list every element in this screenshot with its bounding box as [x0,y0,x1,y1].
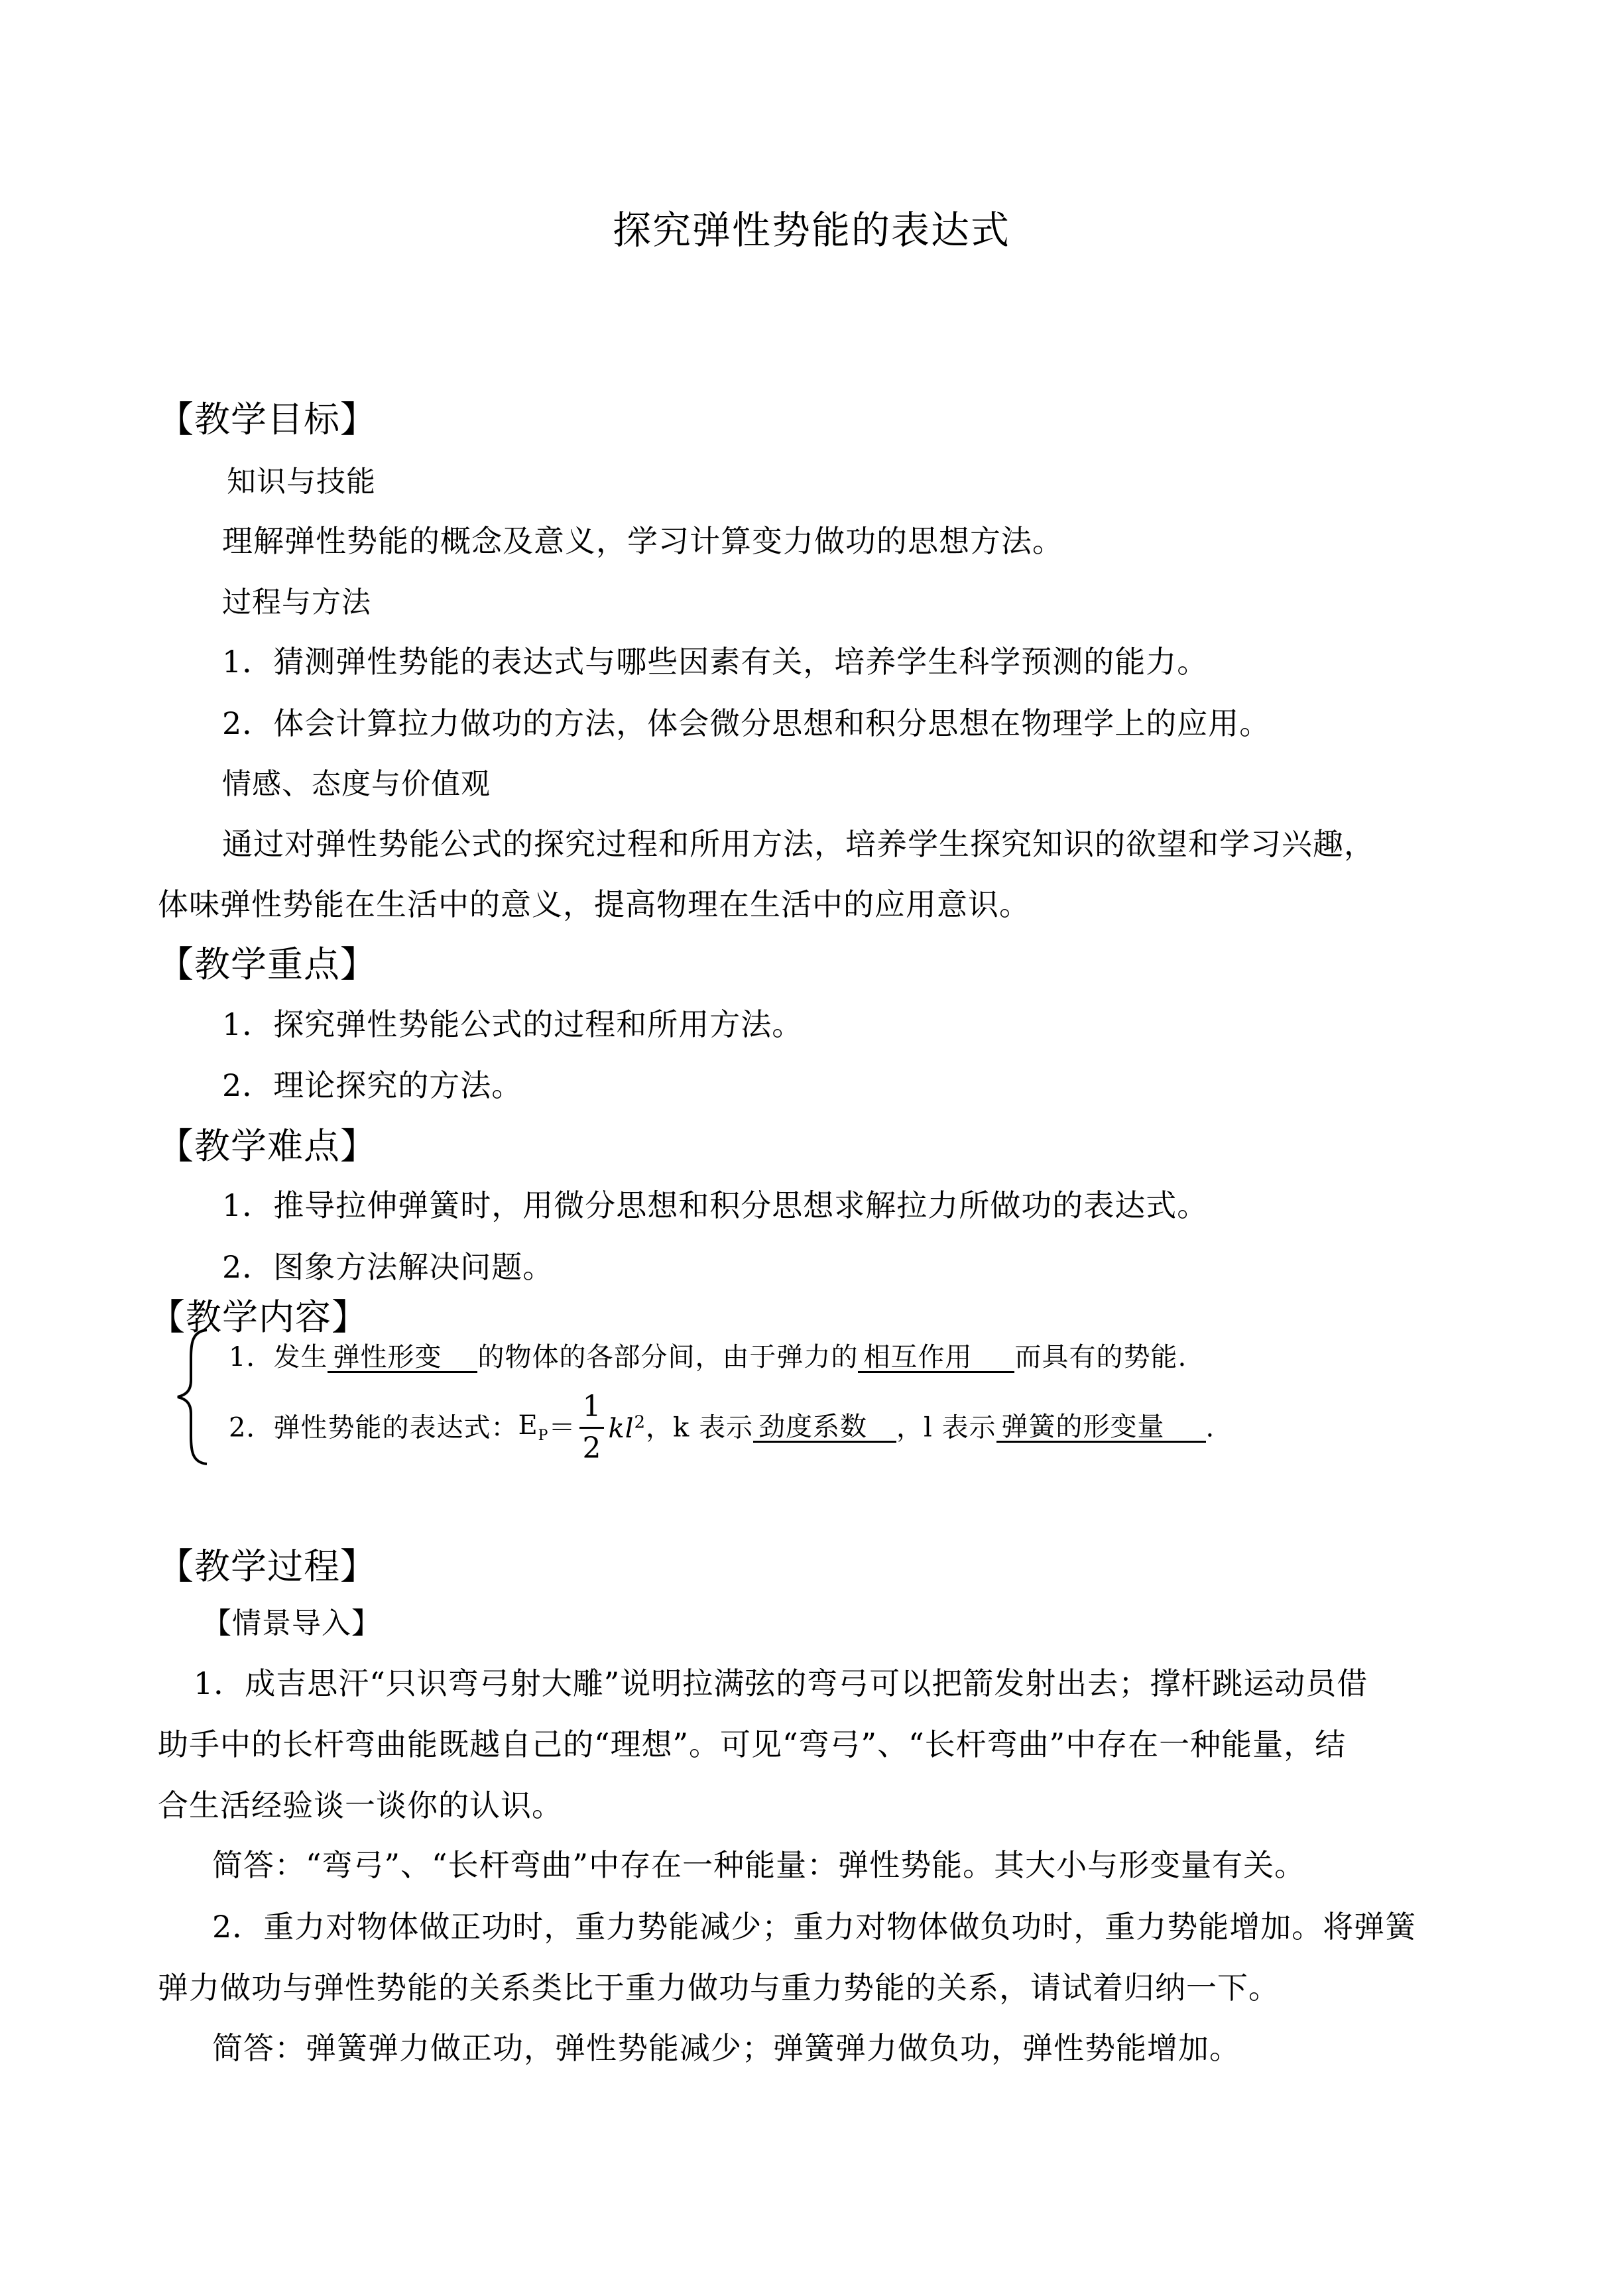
knowledge-text: 理解弹性势能的概念及意义，学习计算变力做功的思想方法。 [222,523,1063,559]
process-item: 2．体会计算拉力做功的方法，体会微分思想和积分思想在物理学上的应用。 [222,705,1271,741]
subheading-intro: 【情景导入】 [202,1606,381,1640]
section-heading-process: 【教学过程】 [158,1545,377,1587]
question-1-line: 合生活经验谈一谈你的认识。 [158,1787,563,1823]
content-line-1-suffix: 而具有的势能. [1014,1342,1187,1372]
section-heading-objectives: 【教学目标】 [158,398,377,440]
equals-sign: ＝ [548,1412,576,1443]
fraction-one-half: $\frac{1}{2}$ [579,1392,604,1463]
answer-1: 简答：“弯弓”、“长杆弯曲”中存在一种能量：弹性势能。其大小与形变量有关。 [212,1847,1306,1883]
content-line-2-end: . [1205,1412,1215,1443]
formula-kl-squared: $kl^2$ [608,1412,646,1444]
emotion-text-line: 体味弹性势能在生活中的意义，提高物理在生活中的应用意识。 [158,886,1030,922]
content-line-1-prefix: 1．发生 [229,1342,328,1372]
key-point-item: 1．探究弹性势能公式的过程和所用方法。 [222,1006,804,1042]
subheading-emotion: 情感、态度与价值观 [222,767,491,801]
content-line-1-middle: 的物体的各部分间，由于弹力的 [477,1342,859,1372]
l-label: ，l 表示 [896,1412,996,1443]
question-2-line: 2．重力对物体做正功时，重力势能减少；重力对物体做负功时，重力势能增加。将弹簧 [212,1909,1417,1945]
content-line-2 [229,1392,1215,1463]
ep-symbol: $E_P$ [518,1410,549,1444]
subheading-knowledge: 知识与技能 [227,465,376,499]
process-item: 1．猜测弹性势能的表达式与哪些因素有关，培养学生科学预测的能力。 [222,644,1209,680]
content-line-2-prefix: 2．弹性势能的表达式： [229,1412,518,1443]
blank-interaction: 相互作用 [858,1343,1014,1373]
content-line-1 [229,1336,1187,1374]
blank-stiffness: 劲度系数 [753,1413,896,1443]
blank-elastic-deformation: 弹性形变 [328,1343,477,1373]
page-title: 探究弹性势能的表达式 [612,208,1010,253]
emotion-text-line: 通过对弹性势能公式的探究过程和所用方法，培养学生探究知识的欲望和学习兴趣， [222,826,1375,862]
subheading-process: 过程与方法 [222,585,371,619]
question-1-line: 1．成吉思汗“只识弯弓射大雕”说明拉满弦的弯弓可以把箭发射出去；撑杆跳运动员借 [194,1665,1368,1701]
answer-2: 简答：弹簧弹力做正功，弹性势能减少；弹簧弹力做负功，弹性势能增加。 [212,2030,1240,2066]
difficulty-item: 2．图象方法解决问题。 [222,1249,554,1285]
section-heading-difficulties: 【教学难点】 [158,1125,377,1167]
section-heading-key-points: 【教学重点】 [158,943,377,985]
curly-brace-icon [174,1327,213,1467]
difficulty-item: 1．推导拉伸弹簧时，用微分思想和积分思想求解拉力所做功的表达式。 [222,1187,1209,1223]
k-label: ，k 表示 [646,1412,753,1443]
section-heading-content: 【教学内容】 [149,1296,368,1338]
blank-deformation: 弹簧的形变量 [996,1413,1206,1443]
question-1-line: 助手中的长杆弯曲能既越自己的“理想”。可见“弯弓”、“长杆弯曲”中存在一种能量，结 [158,1726,1347,1762]
question-2-line: 弹力做功与弹性势能的关系类比于重力做功与重力势能的关系，请试着归纳一下。 [158,1970,1280,2006]
key-point-item: 2．理论探究的方法。 [222,1067,523,1103]
